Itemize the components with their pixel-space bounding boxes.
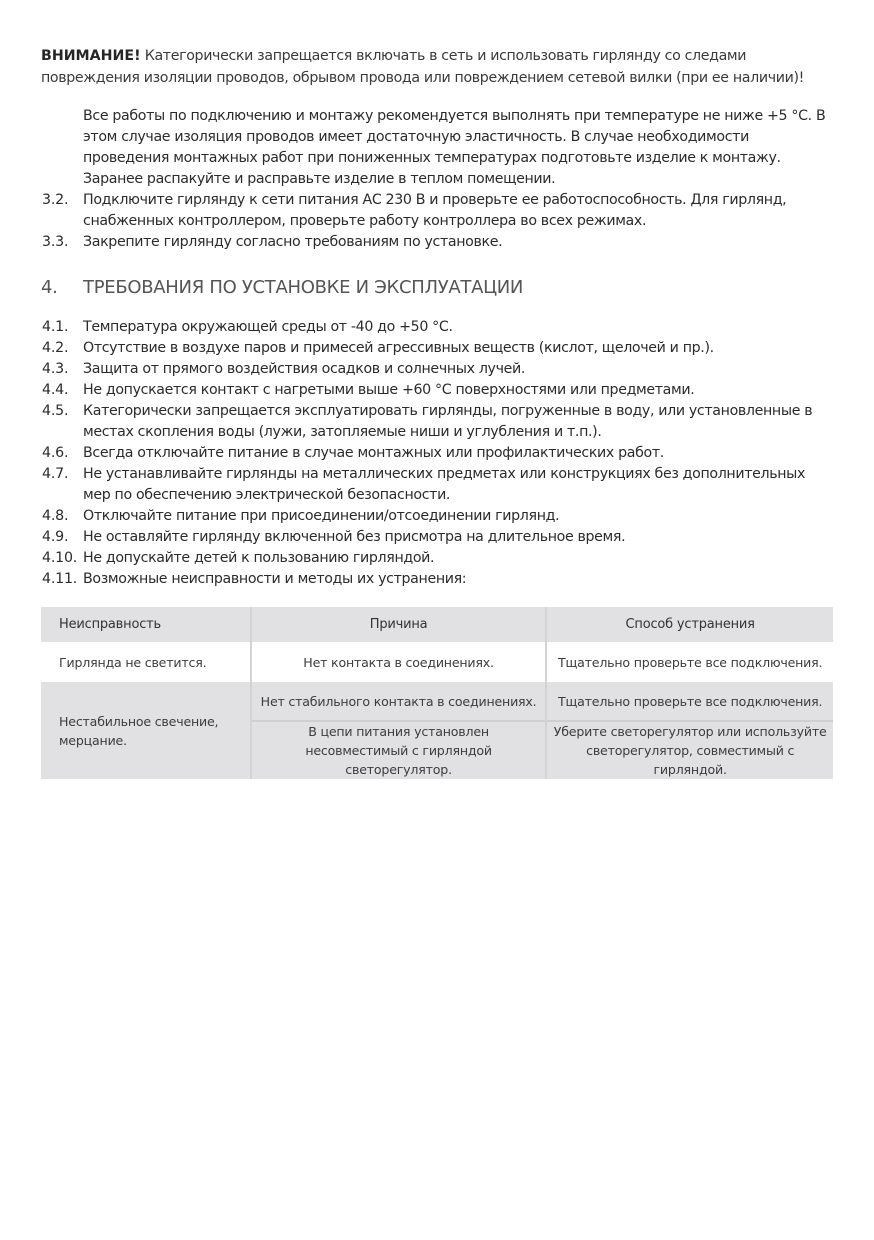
item-number: 4.4. xyxy=(42,382,69,398)
troubleshooting-table xyxy=(41,607,833,779)
header-fix: Способ устранения xyxy=(546,607,833,642)
list-item-4-10 xyxy=(41,548,833,569)
list-item-4-5 xyxy=(41,401,833,443)
item-text: Не допускается контакт с нагретыми выше +60 °С поверхностями или предметами. xyxy=(83,382,695,398)
warning-text: Категорически запрещается включать в сеть и использовать гирлянду со следами повреждения изоляции проводов, обрывом провода или повреждением сетевой вилки (при ее наличии)! xyxy=(41,48,804,86)
item-text: Всегда отключайте питание в случае монтажных или профилактических работ. xyxy=(83,445,664,461)
list-item-4-8 xyxy=(41,506,833,527)
item-text: Отсутствие в воздухе паров и примесей агрессивных веществ (кислот, щелочей и пр.). xyxy=(83,340,714,356)
heading-number: 4. xyxy=(41,277,58,298)
section-3-intro xyxy=(41,106,833,190)
item-text: Возможные неисправности и методы их устранения: xyxy=(83,571,467,587)
item-text: Отключайте питание при присоединении/отсоединении гирлянд. xyxy=(83,508,560,524)
item-number: 4.6. xyxy=(42,445,69,461)
item-number: 3.3. xyxy=(42,234,69,250)
cell-fix: Тщательно проверьте все подключения. xyxy=(546,682,833,721)
header-fault: Неисправность xyxy=(59,617,161,632)
table-header-row xyxy=(41,607,833,642)
item-text: Защита от прямого воздействия осадков и солнечных лучей. xyxy=(83,361,526,377)
cell-fault: Гирлянда не светится. xyxy=(59,654,207,670)
list-item-4-7 xyxy=(41,464,833,506)
section-4-list xyxy=(41,317,833,590)
item-number: 4.5. xyxy=(42,403,69,419)
list-item-4-4 xyxy=(41,380,833,401)
item-number: 4.7. xyxy=(42,466,69,482)
item-text: Все работы по подключению и монтажу рекомендуется выполнять при температуре не ниже +5 °С. В этом случае изоляция проводов имеет достаточную эластичность. В случае необходимости проведения монтажных работ при пониженных температурах подготовьте изделие к монтажу. Заранее распакуйте и расправьте изделие в теплом помещении. xyxy=(83,108,826,187)
list-item-4-9 xyxy=(41,527,833,548)
section-3-list xyxy=(41,106,833,253)
item-number: 4.8. xyxy=(42,508,69,524)
item-number: 4.1. xyxy=(42,319,69,335)
item-number: 3.2. xyxy=(42,192,69,208)
section-4-heading xyxy=(41,276,833,300)
cell-cause: Нет контакта в соединениях. xyxy=(251,642,546,682)
list-item-4-11 xyxy=(41,569,833,590)
table-row xyxy=(41,682,833,721)
item-text: Не допускайте детей к пользованию гирляндой. xyxy=(83,550,435,566)
warning-paragraph xyxy=(41,45,833,89)
warning-label: ВНИМАНИЕ! xyxy=(41,48,141,64)
list-item-3-2 xyxy=(41,190,833,232)
item-number: 4.10. xyxy=(42,550,78,566)
item-number: 4.3. xyxy=(42,361,69,377)
table-row xyxy=(41,642,833,682)
cell-cause: Нет стабильного контакта в соединениях. xyxy=(251,682,546,721)
item-number: 4.9. xyxy=(42,529,69,545)
item-text: Закрепите гирлянду согласно требованиям по установке. xyxy=(83,234,503,250)
item-text: Подключите гирлянду к сети питания АС 230 В и проверьте ее работоспособность. Для гирлянд, снабженных контроллером, проверьте работу контроллера во всех режимах. xyxy=(83,192,787,229)
cell-fix: Тщательно проверьте все подключения. xyxy=(546,642,833,682)
cell-fix: Уберите светорегулятор или используйте светорегулятор, совместимый с гирляндой. xyxy=(546,721,833,779)
document-page xyxy=(41,45,833,779)
cell-fault: Нестабильное свечение, мерцание. xyxy=(59,713,219,748)
list-item-4-1 xyxy=(41,317,833,338)
list-item-4-3 xyxy=(41,359,833,380)
list-item-4-2 xyxy=(41,338,833,359)
item-text: Температура окружающей среды от -40 до +50 °С. xyxy=(83,319,453,335)
item-text: Не устанавливайте гирлянды на металлических предметах или конструкциях без дополнительных мер по обеспечению электрической безопасности. xyxy=(83,466,806,503)
item-number: 4.11. xyxy=(42,571,78,587)
header-cause: Причина xyxy=(251,607,546,642)
list-item-4-6 xyxy=(41,443,833,464)
item-number: 4.2. xyxy=(42,340,69,356)
item-text: Не оставляйте гирлянду включенной без присмотра на длительное время. xyxy=(83,529,626,545)
cell-cause: В цепи питания установлен несовместимый с гирляндой светорегулятор. xyxy=(251,721,546,779)
list-item-3-3 xyxy=(41,232,833,253)
heading-title: ТРЕБОВАНИЯ ПО УСТАНОВКЕ И ЭКСПЛУАТАЦИИ xyxy=(83,277,524,298)
item-text: Категорически запрещается эксплуатировать гирлянды, погруженные в воду, или установленные в местах скопления воды (лужи, затопляемые ниши и углубления и т.п.). xyxy=(83,403,813,440)
